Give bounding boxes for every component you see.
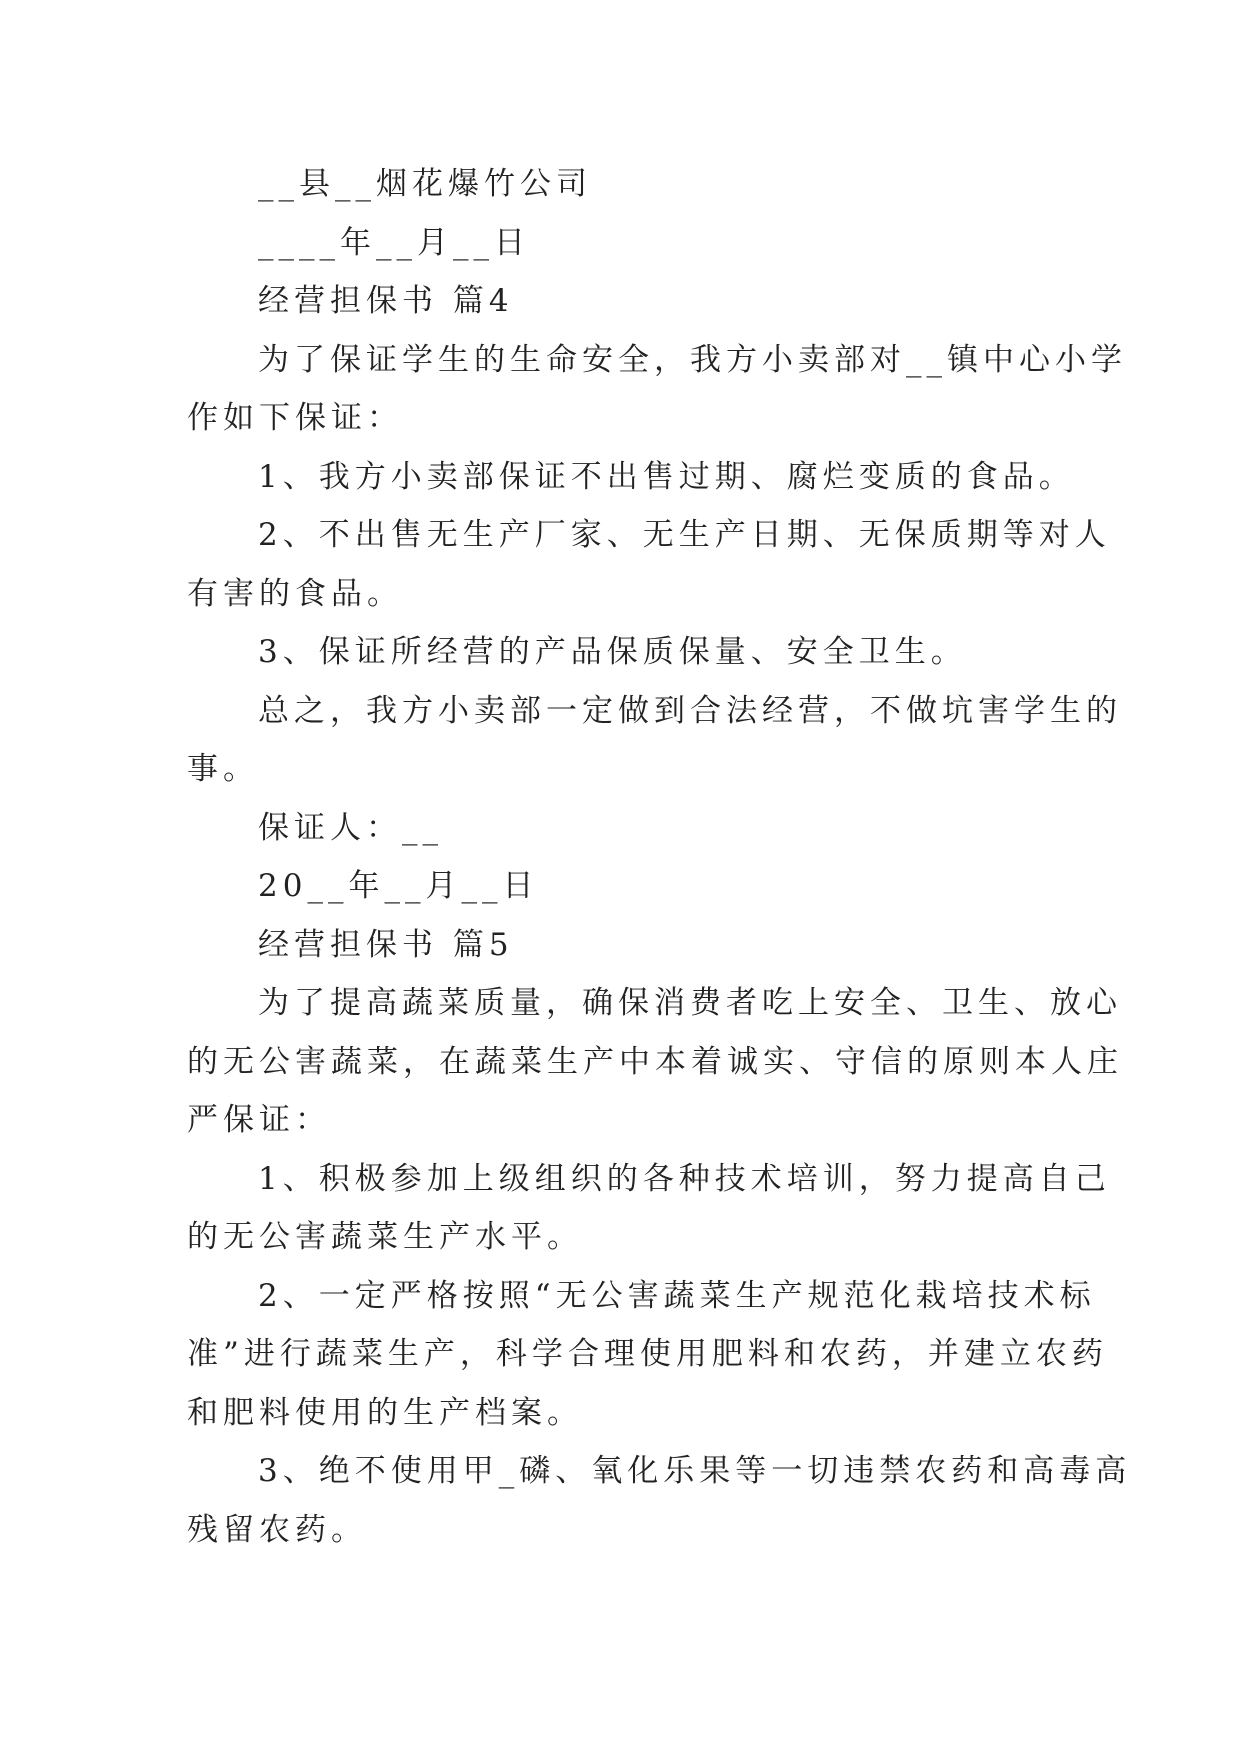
list-item-2: 2、不出售无生产厂家、无生产日期、无保质期等对人	[258, 517, 1111, 553]
section-heading-4: 经营担保书 篇4	[258, 283, 514, 319]
paragraph-line: 为了保证学生的生命安全，我方小卖部对__镇中心小学	[258, 342, 1127, 378]
paragraph-line: 的无公害蔬菜，在蔬菜生产中本着诚实、守信的原则本人庄	[187, 1044, 1123, 1080]
section-heading-5: 经营担保书 篇5	[258, 927, 514, 963]
list-item-3: 3、保证所经营的产品保质保量、安全卫生。	[258, 634, 967, 670]
paragraph-line: 总之，我方小卖部一定做到合法经营，不做坑害学生的	[258, 693, 1122, 729]
paragraph-line: 事。	[187, 751, 259, 787]
guarantor-line: 保证人：__	[258, 810, 443, 846]
paragraph-line: 准”进行蔬菜生产，科学合理使用肥料和农药，并建立农药	[187, 1336, 1108, 1372]
date-line-1: ____年__月__日	[258, 225, 530, 261]
list-item-2: 2、一定严格按照“无公害蔬菜生产规范化栽培技术标	[258, 1278, 1096, 1314]
paragraph-line: 的无公害蔬菜生产水平。	[187, 1219, 583, 1255]
paragraph-line: 作如下保证：	[187, 400, 403, 436]
paragraph-line: 严保证：	[187, 1102, 331, 1138]
paragraph-line: 和肥料使用的生产档案。	[187, 1395, 583, 1431]
list-item-1: 1、我方小卖部保证不出售过期、腐烂变质的食品。	[258, 459, 1075, 495]
paragraph-line: 有害的食品。	[187, 576, 403, 612]
list-item-1: 1、积极参加上级组织的各种技术培训，努力提高自己	[258, 1161, 1111, 1197]
date-line-2: 20__年__月__日	[258, 868, 539, 904]
list-item-3: 3、绝不使用甲_磷、氧化乐果等一切违禁农药和高毒高	[258, 1453, 1132, 1489]
company-signature: __县__烟花爆竹公司	[258, 166, 592, 202]
paragraph-line: 残留农药。	[187, 1512, 367, 1548]
paragraph-line: 为了提高蔬菜质量，确保消费者吃上安全、卫生、放心	[258, 985, 1122, 1021]
